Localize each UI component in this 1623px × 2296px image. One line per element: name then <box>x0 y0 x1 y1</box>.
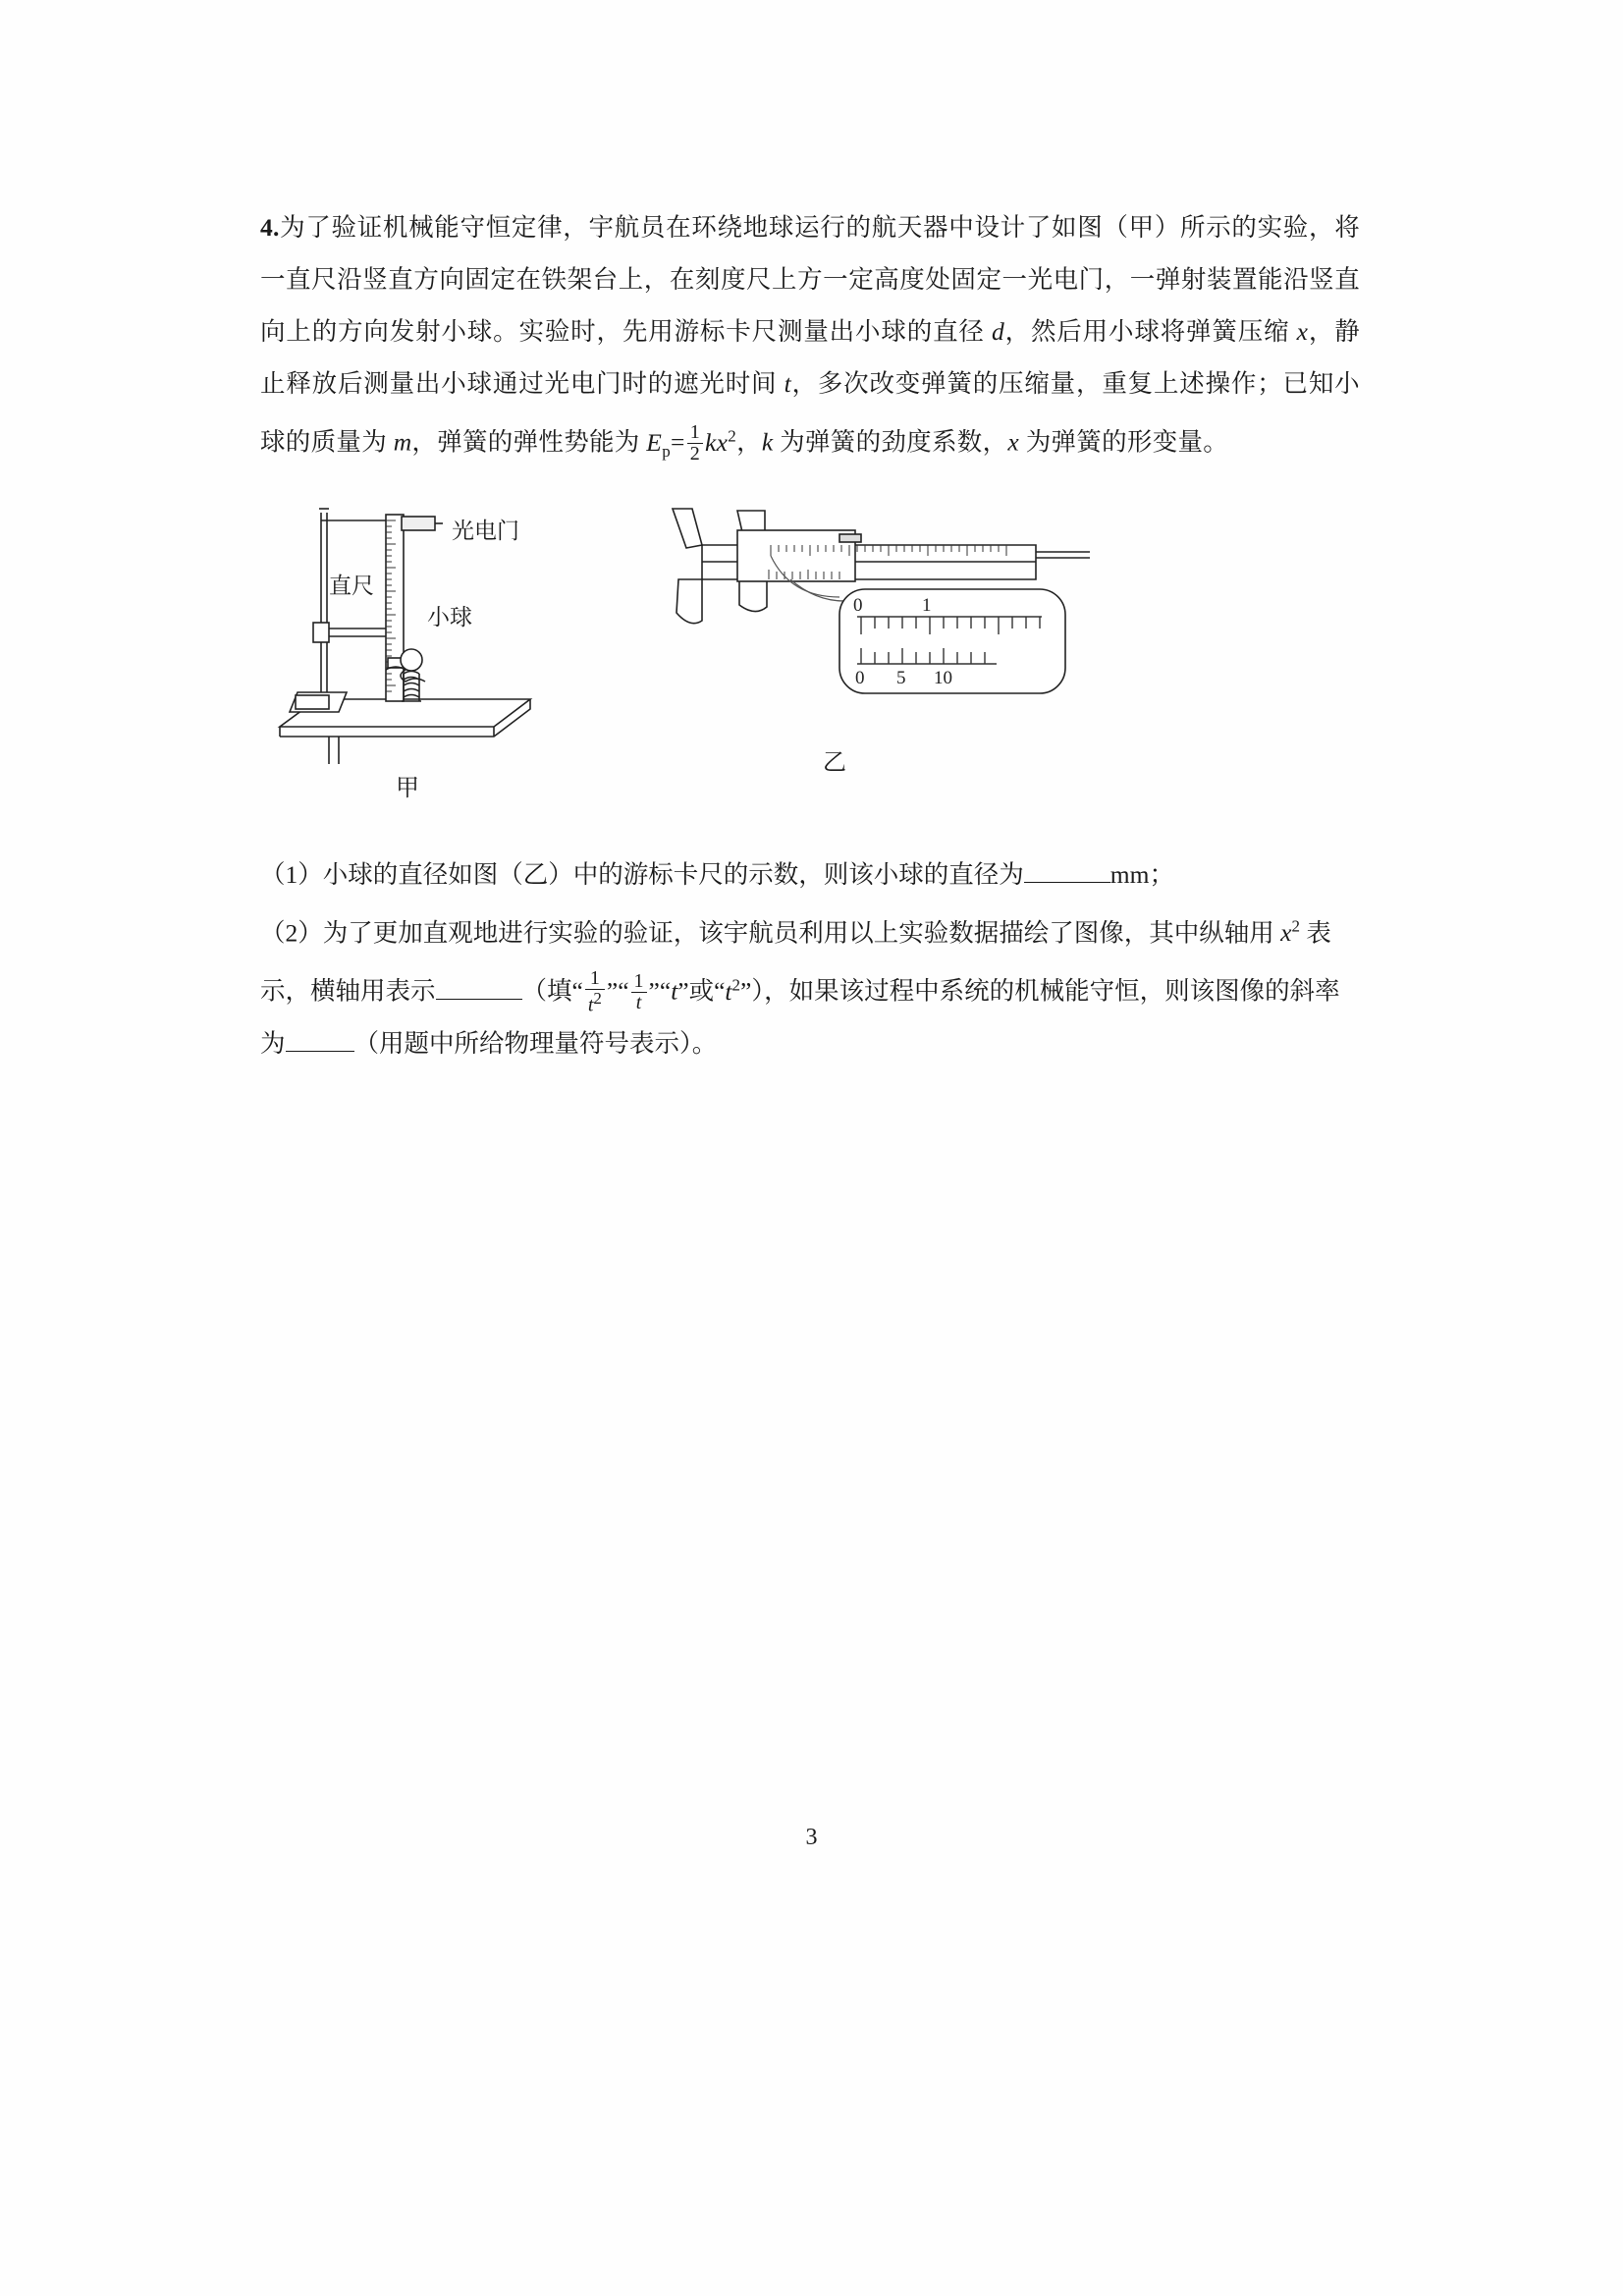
vernier-label-5: 5 <box>896 667 906 688</box>
problem-number: 4. <box>260 213 280 242</box>
figure-jia-drawing <box>270 491 594 776</box>
symbol-m: m <box>393 427 412 457</box>
label-photogate: 光电门 <box>452 517 519 543</box>
formula-equals: = <box>671 427 685 457</box>
question-2 <box>260 901 1360 1069</box>
q2-text-b: 表示，横轴用表示 <box>260 918 1331 1006</box>
problem-text-6: ， <box>736 427 762 457</box>
formula-kx2: $kx^2$ <box>705 426 737 457</box>
figure-jia <box>270 491 594 802</box>
q1-text-b: mm； <box>1109 859 1174 889</box>
figure-yi <box>643 491 1105 777</box>
vernier-label-0: 0 <box>855 667 865 688</box>
q1-answer-blank[interactable] <box>1024 856 1110 883</box>
q2-frac-one-over-t: $\frac{1}{t}$ <box>631 971 647 1013</box>
figure-yi-caption: 乙 <box>823 749 846 776</box>
page-number: 3 <box>805 1825 818 1850</box>
q1-prefix: （1） <box>260 859 323 889</box>
q2-text-f: ”或“ <box>677 976 726 1006</box>
q2-symbol-t-squared: $t^2$ <box>725 975 741 1006</box>
q2-text-h: （用题中所给物理量符号表示）。 <box>353 1029 718 1059</box>
q2-answer-blank-2[interactable] <box>286 1026 354 1053</box>
page-content <box>260 201 1360 1069</box>
problem-text-4: ，多次改变弹簧的压缩量，重复上述操作；已知小球的质量为 <box>260 369 1360 457</box>
problem-text-8: 为弹簧的形变量。 <box>1019 427 1229 457</box>
label-ball: 小球 <box>427 603 472 629</box>
problem-text-5: ，弹簧的弹性势能为 <box>411 427 647 457</box>
q2-answer-blank-1[interactable] <box>436 973 522 1000</box>
q2-symbol-t: t <box>671 976 678 1006</box>
q2-text-e: ”“ <box>648 976 672 1006</box>
problem-text-7: 为弹簧的劲度系数， <box>773 427 1008 457</box>
main-scale-label-0: 0 <box>853 594 863 616</box>
main-scale-label-1: 1 <box>922 594 932 616</box>
figure-jia-caption: 甲 <box>396 775 419 801</box>
q1-text-a: 小球的直径如图（乙）中的游标卡尺的示数，则该小球的直径为 <box>322 859 1024 889</box>
vernier-label-10: 10 <box>934 667 952 688</box>
q2-text-d: ”“ <box>606 976 629 1006</box>
label-ruler: 直尺 <box>329 572 374 598</box>
symbol-k: k <box>761 427 774 457</box>
q2-symbol-x2: $x^2$ <box>1280 916 1300 948</box>
problem-text-2: ，然后用小球将弹簧压缩 <box>1004 317 1297 346</box>
q2-frac-one-over-t-squared: $\frac{1}{t^2}$ <box>585 968 605 1016</box>
problem-statement <box>260 201 1360 477</box>
formula-half: $\frac{1}{2}$ <box>687 422 703 465</box>
q2-text-g: ”），如果该过程中系统的机械能守恒，则该图像的斜率为 <box>260 976 1340 1059</box>
symbol-x: x <box>1296 317 1309 346</box>
symbol-x-2: x <box>1007 427 1020 457</box>
q2-text-a: 为了更加直观地进行实验的验证，该宇航员利用以上实验数据描绘了图像，其中纵轴用 <box>322 918 1281 948</box>
symbol-t: t <box>784 369 791 398</box>
q2-prefix: （2） <box>260 918 323 948</box>
problem-text-3: ，静止释放后测量出小球通过光电门时的遮光时间 <box>260 317 1360 398</box>
figure-yi-drawing <box>643 491 1105 756</box>
question-1 <box>260 848 1360 901</box>
problem-text-1: 为了验证机械能守恒定律，宇航员在环绕地球运行的航天器中设计了如图（甲）所示的实验，将一直尺沿竖直方向固定在铁架台上，在刻度尺上方一定高度处固定一光电门，一弹射装置能沿竖直向上的方向发射小球。实验时，先用游标卡尺测量出小球的直径 <box>260 213 1360 346</box>
symbol-d: d <box>992 317 1005 346</box>
q2-text-c: （填“ <box>521 976 583 1006</box>
figure-row <box>260 491 1360 845</box>
formula-ep: $E_p$ <box>646 427 671 461</box>
